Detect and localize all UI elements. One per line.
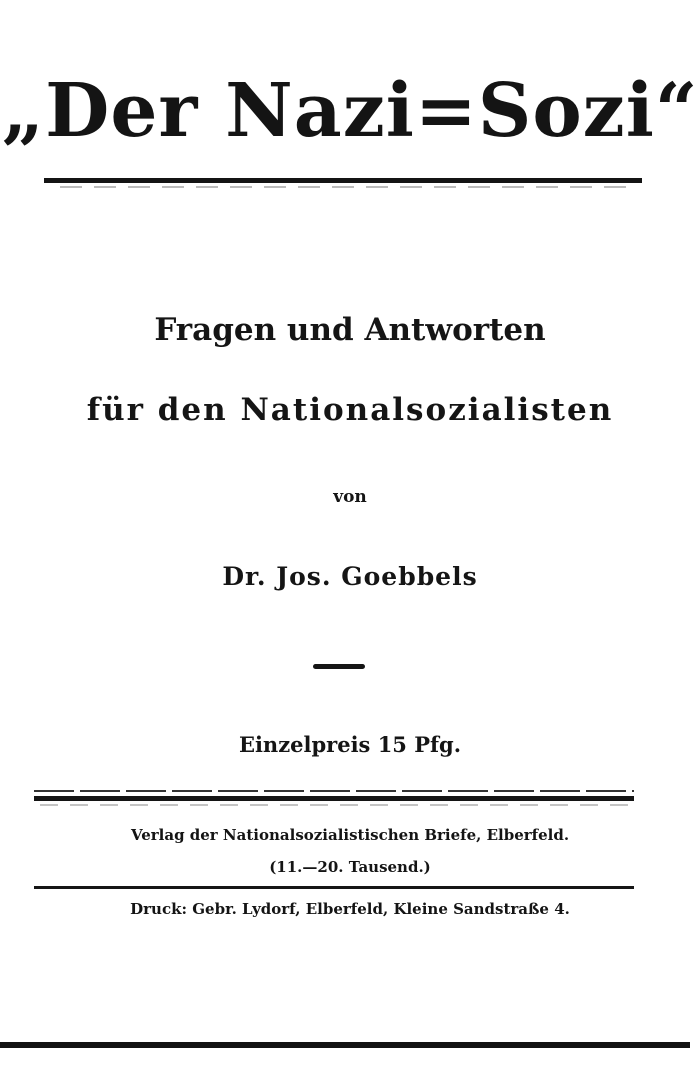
by-line: von <box>333 487 367 507</box>
author-name: Dr. Jos. Goebbels <box>222 562 478 591</box>
title-rule-thin <box>60 186 630 188</box>
page-bottom-rule <box>0 1042 690 1048</box>
subtitle-line-2: für den Nationalsozialisten <box>86 392 614 428</box>
imprint-rule-dashed <box>34 790 634 792</box>
imprint-rule-middle <box>34 886 634 889</box>
edition-line: (11.—20. Tausend.) <box>269 858 431 876</box>
ornament-dash <box>313 664 365 669</box>
imprint-rule-thin <box>40 804 630 806</box>
page-title: „Der Nazi=Sozi“ <box>1 68 699 154</box>
price-line: Einzelpreis 15 Pfg. <box>238 732 462 757</box>
publisher-line: Verlag der Nationalsozialistischen Briefe, Elberfeld. <box>130 826 570 844</box>
imprint-rule-top <box>34 796 634 801</box>
printer-line: Druck: Gebr. Lydorf, Elberfeld, Kleine Sandstraße 4. <box>130 900 570 918</box>
subtitle-line-1: Fragen und Antworten <box>154 312 546 348</box>
title-rule <box>44 178 642 183</box>
